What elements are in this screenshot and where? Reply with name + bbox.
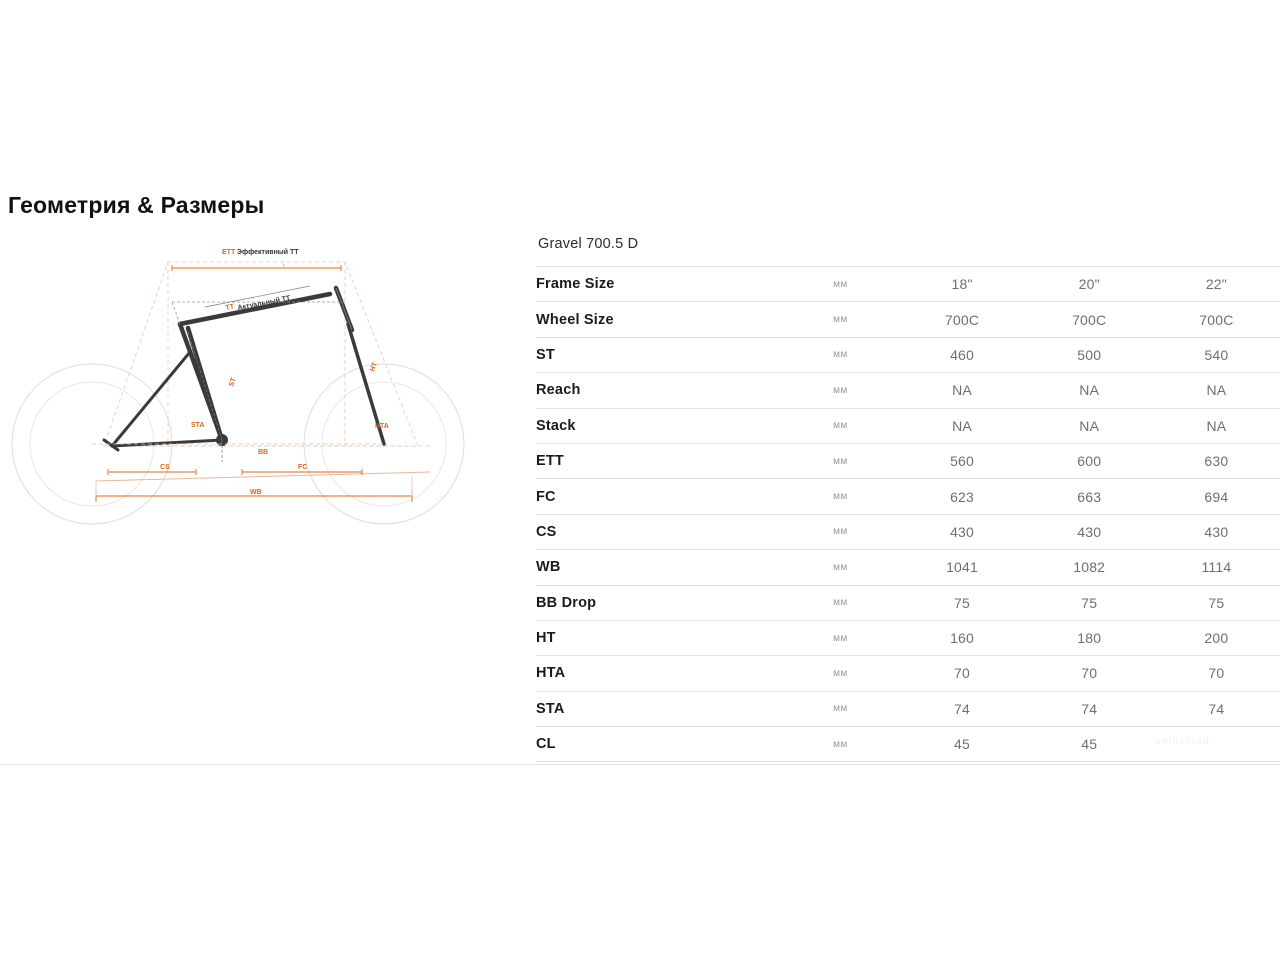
wb-label: WB [250,489,262,496]
row-value-20: 600 [1026,443,1153,478]
table-caption: Gravel 700.5 D [538,236,639,252]
row-value-18: NA [898,408,1025,443]
row-value-20: 45 [1026,727,1153,762]
row-value-18: 623 [898,479,1025,514]
row-value-20: 180 [1026,620,1153,655]
table-row [536,656,1280,691]
row-value-20: 430 [1026,514,1153,549]
row-value-18: 430 [898,514,1025,549]
row-value-20: 663 [1026,479,1153,514]
table-row [536,479,1280,514]
row-label: STA [536,691,782,726]
row-unit: мм [782,337,898,372]
table-row [536,620,1280,655]
row-unit: мм [782,691,898,726]
row-label: BB Drop [536,585,782,620]
row-value-20: NA [1026,373,1153,408]
ht-label: HT [369,361,380,373]
table-row [536,443,1280,478]
row-value-18: 1041 [898,550,1025,585]
row-value-20: 500 [1026,337,1153,372]
row-value-22: 700C [1153,302,1280,337]
row-unit: мм [782,585,898,620]
table-row [536,408,1280,443]
ett-axis-tick: ı [283,262,285,269]
tt-label: TT [225,303,235,312]
row-value-22: 74 [1153,691,1280,726]
watermark: velosklad [1155,735,1210,747]
row-value-20: 74 [1026,691,1153,726]
row-value-18: 74 [898,691,1025,726]
row-value-18: 700C [898,302,1025,337]
row-label: FC [536,479,782,514]
row-value-20: 75 [1026,585,1153,620]
row-unit: мм [782,550,898,585]
row-label: ST [536,337,782,372]
row-value-18: 160 [898,620,1025,655]
row-label: Frame Size [536,267,782,302]
hta-label: HTA [375,423,389,430]
row-value-22: 22" [1153,267,1280,302]
row-unit: мм [782,514,898,549]
row-value-20: 70 [1026,656,1153,691]
row-label: Reach [536,373,782,408]
row-unit: мм [782,620,898,655]
ett-description: Эффективный TT [237,249,299,256]
cs-label: CS [160,464,170,471]
row-unit: мм [782,479,898,514]
row-unit: мм [782,408,898,443]
row-value-22: 694 [1153,479,1280,514]
row-label: HT [536,620,782,655]
row-value-20: 700C [1026,302,1153,337]
row-unit: мм [782,727,898,762]
row-value-18: NA [898,373,1025,408]
row-label: Stack [536,408,782,443]
geometry-table [536,266,1280,762]
page-title: Геометрия & Размеры [8,192,265,218]
table-row [536,514,1280,549]
table-row [536,373,1280,408]
row-unit: мм [782,656,898,691]
row-value-18: 45 [898,727,1025,762]
row-label: Wheel Size [536,302,782,337]
bb-label: BB [258,449,269,456]
row-unit: мм [782,302,898,337]
row-value-18: 460 [898,337,1025,372]
row-value-22: 1114 [1153,550,1280,585]
row-unit: мм [782,443,898,478]
geometry-table-section [536,236,1280,762]
ett-label: ETT [222,249,236,256]
row-label: CS [536,514,782,549]
row-label: CL [536,727,782,762]
table-row [536,337,1280,372]
fc-label: FC [298,464,308,471]
tt-description: Актуальный TT [237,294,292,312]
row-value-22: 430 [1153,514,1280,549]
row-unit: мм [782,373,898,408]
row-value-18: 70 [898,656,1025,691]
table-row [536,585,1280,620]
row-value-22: 630 [1153,443,1280,478]
row-value-20: 20" [1026,267,1153,302]
row-value-20: NA [1026,408,1153,443]
table-row [536,267,1280,302]
row-value-22: 75 [1153,585,1280,620]
row-value-22: 70 [1153,656,1280,691]
frame-tubes [104,288,384,450]
row-value-18: 18" [898,267,1025,302]
row-value-18: 560 [898,443,1025,478]
row-unit: мм [782,267,898,302]
row-value-22: 200 [1153,620,1280,655]
row-value-20: 1082 [1026,550,1153,585]
row-value-22: NA [1153,373,1280,408]
row-value-18: 75 [898,585,1025,620]
table-row [536,550,1280,585]
row-label: ETT [536,443,782,478]
row-value-22: NA [1153,408,1280,443]
row-value-22: 540 [1153,337,1280,372]
st-label: ST [228,376,238,388]
row-label: WB [536,550,782,585]
section-divider [0,764,1280,765]
table-row [536,691,1280,726]
sta-label: STA [191,422,205,429]
table-row [536,302,1280,337]
geometry-diagram [0,232,520,562]
row-label: HTA [536,656,782,691]
